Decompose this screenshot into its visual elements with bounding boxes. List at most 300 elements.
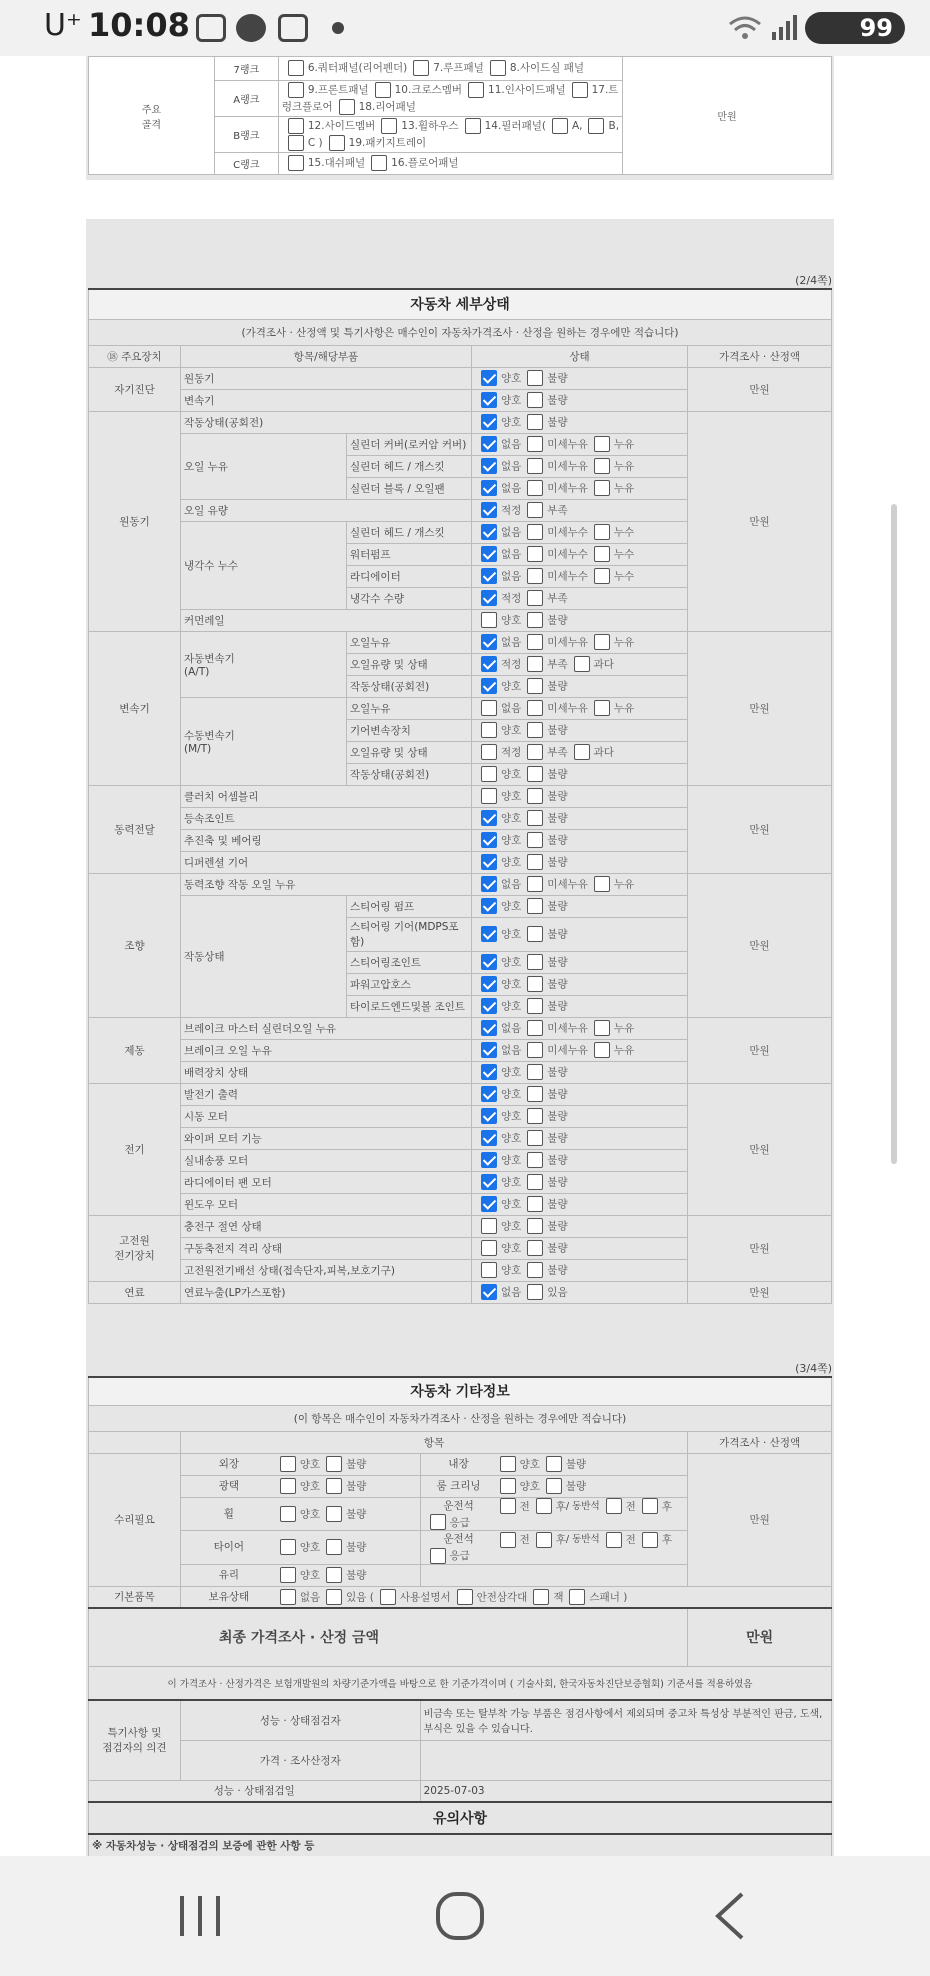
- item-label: 오일 누유: [181, 433, 347, 499]
- status-checkbox[interactable]: [481, 700, 497, 716]
- status-checkbox[interactable]: [594, 1020, 610, 1036]
- status-checkbox[interactable]: [527, 876, 543, 892]
- status-checkbox[interactable]: [481, 854, 497, 870]
- status-checkbox[interactable]: [527, 998, 543, 1014]
- item-label: 타이어: [213, 1541, 245, 1554]
- checkbox-label: 불량: [547, 790, 568, 803]
- checkbox-label: 부족: [547, 658, 568, 671]
- item-label: 내장: [448, 1458, 469, 1470]
- status-checkbox[interactable]: [527, 854, 543, 870]
- status-checkbox[interactable]: [527, 568, 543, 584]
- status-checkbox[interactable]: [481, 766, 497, 782]
- status-cell: [472, 1193, 688, 1215]
- checkbox-label: 불량: [565, 1480, 587, 1493]
- status-checkbox[interactable]: [481, 414, 497, 430]
- status-checkbox[interactable]: [527, 1152, 543, 1168]
- table-row: 타이어 양호 불량 운전석 전 후/ 동반석 전 후응급: [89, 1531, 832, 1565]
- status-cell: [472, 995, 688, 1017]
- table-row: [89, 1740, 832, 1780]
- grade-label: 7랭크: [214, 57, 278, 81]
- cast-icon: [278, 14, 308, 42]
- frame-checkbox[interactable]: [288, 155, 304, 171]
- status-checkbox[interactable]: [527, 744, 543, 760]
- status-cell: [472, 1061, 688, 1083]
- item-label: 보유상태: [208, 1590, 250, 1603]
- talk-icon: [236, 14, 266, 42]
- checkbox-label: 양호: [501, 768, 522, 781]
- status-checkbox[interactable]: [527, 392, 543, 408]
- status-cell: [472, 631, 688, 653]
- frame-checkbox[interactable]: [413, 60, 429, 76]
- status-checkbox[interactable]: [594, 1042, 610, 1058]
- checkbox-label: 없음: [501, 570, 522, 583]
- sub-item-label: 실린더 블록 / 오일팬: [347, 477, 472, 499]
- status-checkbox[interactable]: [481, 1240, 497, 1256]
- status-cell: [472, 851, 688, 873]
- wifi-icon: [728, 14, 762, 42]
- status-checkbox[interactable]: [500, 1478, 516, 1494]
- checkbox-label: 불량: [547, 372, 568, 385]
- status-checkbox[interactable]: [481, 1174, 497, 1190]
- checkbox-label: 양호: [501, 790, 522, 803]
- checkbox-label: 누유: [613, 878, 635, 891]
- status-checkbox[interactable]: [527, 546, 543, 562]
- checkbox-label: 없음: [501, 460, 522, 473]
- status-checkbox[interactable]: [481, 546, 497, 562]
- grade-items: [278, 117, 622, 153]
- status-cell: [472, 973, 688, 995]
- tail-checkbox[interactable]: [642, 1498, 658, 1514]
- checkbox-label: 있음: [547, 1286, 568, 1299]
- checkbox-label: 양호: [501, 1066, 522, 1079]
- frame-checkbox[interactable]: [468, 82, 484, 98]
- status-checkbox[interactable]: [527, 458, 543, 474]
- table-row: [89, 873, 832, 895]
- status-cell: [472, 587, 688, 609]
- checkbox-label: 불량: [547, 416, 568, 429]
- status-checkbox[interactable]: [527, 480, 543, 496]
- status-checkbox[interactable]: [481, 1130, 497, 1146]
- table-row: [89, 411, 832, 433]
- status-checkbox[interactable]: [594, 568, 610, 584]
- checkbox-label: 누유: [613, 482, 635, 495]
- status-checkbox[interactable]: [546, 1456, 562, 1472]
- status-checkbox[interactable]: [481, 744, 497, 760]
- checkbox-label: 양호: [501, 1132, 522, 1145]
- frame-checkbox[interactable]: [552, 118, 568, 134]
- checkbox-label: 불량: [547, 724, 568, 737]
- price-cell: 만원: [688, 1215, 832, 1281]
- checkbox-label: 6.쿼터패널(리어펜더): [307, 62, 408, 74]
- page-subtitle: (이 항목은 매수인이 자동차가격조사 · 산정을 원하는 경우에만 적습니다): [89, 1405, 832, 1431]
- checkbox-label: 전: [625, 1534, 636, 1546]
- checkbox-label: 불량: [547, 928, 568, 941]
- status-checkbox[interactable]: [481, 612, 497, 628]
- frame-checkbox[interactable]: [371, 155, 387, 171]
- checkbox-label: 누수: [613, 548, 635, 561]
- status-checkbox[interactable]: [280, 1539, 296, 1555]
- status-checkbox[interactable]: [481, 1042, 497, 1058]
- checkbox-label: 후: [661, 1500, 672, 1513]
- tail-checkbox[interactable]: [606, 1532, 622, 1548]
- status-checkbox[interactable]: [527, 1240, 543, 1256]
- status-checkbox[interactable]: [481, 722, 497, 738]
- table-row: [89, 1215, 832, 1237]
- table-row: [89, 631, 832, 653]
- checkbox-label: 전: [519, 1500, 530, 1513]
- checkbox-label: 불량: [346, 1458, 367, 1471]
- checkbox-label: 있음 (: [346, 1591, 374, 1604]
- status-cell: [472, 367, 688, 389]
- status-checkbox[interactable]: [527, 590, 543, 606]
- document-viewer[interactable]: [0, 56, 930, 1856]
- status-checkbox[interactable]: [280, 1567, 296, 1583]
- tail-checkbox[interactable]: [430, 1548, 446, 1564]
- basic-checkbox[interactable]: [457, 1589, 473, 1605]
- status-cell: [472, 675, 688, 697]
- final-price-label: 최종 가격조사 · 산정 금액: [89, 1608, 688, 1666]
- status-checkbox[interactable]: [527, 1042, 543, 1058]
- checkbox-label: 후: [555, 1500, 566, 1513]
- status-checkbox[interactable]: [527, 976, 543, 992]
- status-checkbox[interactable]: [481, 1064, 497, 1080]
- price-cell: 만원: [688, 1453, 832, 1586]
- checkbox-label: 누수: [613, 526, 635, 539]
- status-checkbox[interactable]: [481, 392, 497, 408]
- status-checkbox[interactable]: [481, 1086, 497, 1102]
- status-checkbox[interactable]: [481, 926, 497, 942]
- item-label: 동력조향 작동 오일 누유: [181, 873, 472, 895]
- status-checkbox[interactable]: [481, 1262, 497, 1278]
- status-checkbox[interactable]: [527, 502, 543, 518]
- status-cell: [472, 1127, 688, 1149]
- frame-checkbox[interactable]: [572, 82, 588, 98]
- status-checkbox[interactable]: [481, 1108, 497, 1124]
- status-checkbox[interactable]: [527, 1196, 543, 1212]
- checkbox-label: 불량: [547, 394, 568, 407]
- page-title: 자동차 세부상태: [89, 289, 832, 319]
- status-checkbox[interactable]: [527, 656, 543, 672]
- basic-checkbox[interactable]: [280, 1589, 296, 1605]
- checkbox-label: 미세누유: [547, 438, 588, 451]
- item-label: 배력장치 상태: [181, 1061, 472, 1083]
- item-label: 구동축전지 격리 상태: [181, 1237, 472, 1259]
- checkbox-label: 18.리어패널: [358, 100, 416, 113]
- status-checkbox[interactable]: [594, 436, 610, 452]
- item-label: 오일 유량: [181, 499, 472, 521]
- item-label: 와이퍼 모터 기능: [181, 1127, 472, 1149]
- tail-checkbox[interactable]: [606, 1498, 622, 1514]
- status-checkbox[interactable]: [594, 876, 610, 892]
- status-checkbox[interactable]: [481, 1218, 497, 1234]
- section-label: 제동: [89, 1017, 181, 1083]
- item-label: 연료누출(LP가스포함): [181, 1281, 472, 1303]
- checkbox-label: 누유: [613, 636, 635, 649]
- status-checkbox[interactable]: [527, 612, 543, 628]
- sub-item-label: 오일유량 및 상태: [347, 653, 472, 675]
- checkbox-label: 적정: [501, 746, 522, 759]
- checkbox-label: 없음: [501, 1022, 522, 1035]
- checkbox-label: 누유: [613, 702, 635, 715]
- status-checkbox[interactable]: [527, 788, 543, 804]
- checkbox-label: 양호: [501, 956, 522, 969]
- checkbox-label: 불량: [547, 956, 568, 969]
- item-label: 윈도우 모터: [181, 1193, 472, 1215]
- checkbox-label: 없음: [501, 438, 522, 451]
- status-checkbox[interactable]: [527, 810, 543, 826]
- col-header: 항목: [180, 1431, 687, 1453]
- tail-checkbox[interactable]: [536, 1532, 552, 1548]
- basic-checkbox[interactable]: [380, 1589, 396, 1605]
- status-checkbox[interactable]: [527, 678, 543, 694]
- status-checkbox[interactable]: [527, 722, 543, 738]
- status-checkbox[interactable]: [326, 1456, 342, 1472]
- frame-checkbox[interactable]: [339, 99, 355, 115]
- col-header: 가격조사 · 산정액: [688, 1431, 832, 1453]
- basic-checkbox[interactable]: [533, 1589, 549, 1605]
- remark-label: 가격 · 조사산정자: [180, 1740, 420, 1780]
- tail-checkbox[interactable]: [500, 1498, 516, 1514]
- recent-apps-button[interactable]: [170, 1856, 230, 1976]
- status-checkbox[interactable]: [500, 1456, 516, 1472]
- status-checkbox[interactable]: [527, 1262, 543, 1278]
- status-checkbox[interactable]: [594, 700, 610, 716]
- status-checkbox[interactable]: [481, 832, 497, 848]
- basic-checkbox[interactable]: [569, 1589, 585, 1605]
- status-checkbox[interactable]: [280, 1456, 296, 1472]
- item-label: 원동기: [181, 367, 472, 389]
- status-checkbox[interactable]: [527, 1130, 543, 1146]
- status-cell: [472, 1105, 688, 1127]
- frame-checkbox[interactable]: [288, 118, 304, 134]
- sub-item-label: 타이로드엔드및볼 조인트: [347, 995, 472, 1017]
- tail-checkbox[interactable]: [642, 1532, 658, 1548]
- status-checkbox[interactable]: [527, 1174, 543, 1190]
- status-checkbox[interactable]: [481, 1284, 497, 1300]
- checkbox-label: 불량: [547, 900, 568, 913]
- remark-text: 비금속 또는 탈부착 가능 부품은 점검사항에서 제외되며 중고차 특성상 부분적인 판금, 도색, 부식은 있을 수 있습니다.: [420, 1700, 831, 1740]
- status-checkbox[interactable]: [481, 998, 497, 1014]
- status-checkbox[interactable]: [527, 1020, 543, 1036]
- status-checkbox[interactable]: [326, 1567, 342, 1583]
- frame-checkbox[interactable]: [288, 82, 304, 98]
- status-cell: [472, 1149, 688, 1171]
- checkbox-label: 누유: [613, 1044, 635, 1057]
- checkbox-label: 없음: [501, 1044, 522, 1057]
- status-cell: [472, 389, 688, 411]
- checkbox-label: 불량: [547, 1242, 568, 1255]
- status-cell: [472, 917, 688, 951]
- status-checkbox[interactable]: [481, 1196, 497, 1212]
- frame-checkbox[interactable]: [490, 60, 506, 76]
- checkbox-label: 양호: [501, 928, 522, 941]
- status-checkbox[interactable]: [594, 546, 610, 562]
- item-label: 충전구 절연 상태: [181, 1215, 472, 1237]
- status-checkbox[interactable]: [481, 876, 497, 892]
- checkbox-label: 양호: [501, 724, 522, 737]
- status-checkbox[interactable]: [527, 370, 543, 386]
- status-checkbox[interactable]: [481, 656, 497, 672]
- status-checkbox[interactable]: [326, 1478, 342, 1494]
- status-checkbox[interactable]: [481, 480, 497, 496]
- tail-checkbox[interactable]: [430, 1514, 446, 1530]
- status-checkbox[interactable]: [594, 634, 610, 650]
- remark-text: [420, 1740, 831, 1780]
- status-checkbox[interactable]: [481, 370, 497, 386]
- item-label: 룸 크리닝: [436, 1480, 481, 1492]
- status-checkbox[interactable]: [481, 1152, 497, 1168]
- status-checkbox[interactable]: [481, 898, 497, 914]
- status-checkbox[interactable]: [594, 524, 610, 540]
- table-row: [89, 1083, 832, 1105]
- status-checkbox[interactable]: [280, 1506, 296, 1522]
- tail-checkbox[interactable]: [500, 1532, 516, 1548]
- frame-checkbox[interactable]: [329, 135, 345, 151]
- table-row: [89, 57, 832, 81]
- basic-checkbox[interactable]: [326, 1589, 342, 1605]
- section-label: 원동기: [89, 411, 181, 631]
- checkbox-label: 불량: [547, 1110, 568, 1123]
- checkbox-label: 11.인사이드패널: [488, 83, 566, 96]
- checkbox-label: 불량: [547, 1198, 568, 1211]
- status-checkbox[interactable]: [481, 634, 497, 650]
- status-checkbox[interactable]: [546, 1478, 562, 1494]
- status-checkbox[interactable]: [527, 524, 543, 540]
- status-checkbox[interactable]: [527, 898, 543, 914]
- checkbox-label: 과다: [593, 658, 614, 671]
- item-label: 추진축 및 베어링: [181, 829, 472, 851]
- status-checkbox[interactable]: [527, 634, 543, 650]
- carrier-label: U⁺: [44, 8, 82, 43]
- status-checkbox[interactable]: [527, 766, 543, 782]
- price-unit: 만원: [717, 112, 737, 123]
- checkbox-label: 양호: [519, 1458, 540, 1471]
- status-checkbox[interactable]: [481, 568, 497, 584]
- status-checkbox[interactable]: [481, 976, 497, 992]
- status-checkbox[interactable]: [481, 502, 497, 518]
- caution-heading: ※ 자동차성능 · 상태점검의 보증에 관한 사항 등: [89, 1834, 832, 1856]
- checkbox-label: 양호: [501, 416, 522, 429]
- status-checkbox[interactable]: [594, 480, 610, 496]
- checkbox-label: 15.대쉬패널: [307, 157, 366, 169]
- status-checkbox[interactable]: [527, 832, 543, 848]
- status-checkbox[interactable]: [527, 926, 543, 942]
- status-checkbox[interactable]: [574, 744, 590, 760]
- basic-label: 기본품목: [89, 1586, 181, 1608]
- scrollbar[interactable]: [891, 504, 897, 1164]
- checkbox-label: 불량: [547, 1088, 568, 1101]
- status-checkbox[interactable]: [527, 414, 543, 430]
- checkbox-label: B,: [608, 119, 620, 132]
- status-checkbox[interactable]: [527, 1108, 543, 1124]
- checkbox-label: 14.필러패널(: [484, 119, 546, 132]
- status-checkbox[interactable]: [280, 1478, 296, 1494]
- sub-item-label: 실린더 헤드 / 개스킷: [347, 521, 472, 543]
- back-button[interactable]: [700, 1856, 760, 1976]
- table-row: [89, 1453, 832, 1475]
- status-checkbox[interactable]: [481, 590, 497, 606]
- frame-checkbox[interactable]: [588, 118, 604, 134]
- frame-checkbox[interactable]: [375, 82, 391, 98]
- checkbox-label: 양호: [501, 1000, 522, 1013]
- status-checkbox[interactable]: [481, 678, 497, 694]
- checkbox-label: 없음: [501, 702, 522, 715]
- status-cell: [472, 1237, 688, 1259]
- sub-item-label: 실린더 헤드 / 개스킷: [347, 455, 472, 477]
- status-checkbox[interactable]: [527, 954, 543, 970]
- section-label: 자기진단: [89, 367, 181, 411]
- checkbox-label: 양호: [519, 1480, 540, 1493]
- status-checkbox[interactable]: [527, 1064, 543, 1080]
- status-cell: [472, 499, 688, 521]
- checkbox-label: 후: [661, 1534, 672, 1546]
- status-checkbox[interactable]: [481, 524, 497, 540]
- status-cell: [472, 1215, 688, 1237]
- sub-item-label: 냉각수 수량: [347, 587, 472, 609]
- status-checkbox[interactable]: [527, 436, 543, 452]
- checkbox-label: 불량: [547, 1220, 568, 1233]
- status-checkbox[interactable]: [326, 1539, 342, 1555]
- status-checkbox[interactable]: [481, 436, 497, 452]
- status-checkbox[interactable]: [527, 1218, 543, 1234]
- status-cell: [472, 951, 688, 973]
- status-checkbox[interactable]: [594, 458, 610, 474]
- price-note: 이 가격조사 · 산정가격은 보험개발원의 차량기준가액을 바탕으로 한 기준가격이며 ( 기술사회, 한국자동차진단보증협회) 기준서를 적용하였음: [89, 1666, 832, 1700]
- checkbox-label: 양호: [501, 1110, 522, 1123]
- sub-item-label: 파워고압호스: [347, 973, 472, 995]
- sub-item-label: 오일유량 및 상태: [347, 741, 472, 763]
- status-checkbox[interactable]: [481, 788, 497, 804]
- status-checkbox[interactable]: [527, 1086, 543, 1102]
- status-checkbox[interactable]: [481, 1020, 497, 1036]
- checkbox-label: 부족: [547, 504, 568, 517]
- status-cell: [472, 411, 688, 433]
- status-cell: [472, 807, 688, 829]
- status-checkbox[interactable]: [481, 954, 497, 970]
- status-checkbox[interactable]: [481, 458, 497, 474]
- status-checkbox[interactable]: [527, 700, 543, 716]
- status-checkbox[interactable]: [326, 1506, 342, 1522]
- frame-checkbox[interactable]: [465, 118, 481, 134]
- frame-section: [88, 56, 832, 175]
- status-cell: [472, 785, 688, 807]
- home-button[interactable]: [430, 1856, 490, 1976]
- frame-checkbox[interactable]: [288, 135, 304, 151]
- price-cell: 만원: [688, 631, 832, 785]
- status-checkbox[interactable]: [481, 810, 497, 826]
- price-cell: 만원: [688, 873, 832, 1017]
- status-cell: [472, 521, 688, 543]
- grade-label: A랭크: [214, 81, 278, 117]
- frame-checkbox[interactable]: [288, 60, 304, 76]
- screenshot-icon: [196, 14, 226, 42]
- status-checkbox[interactable]: [527, 1284, 543, 1300]
- table-row: [89, 367, 832, 389]
- frame-checkbox[interactable]: [381, 118, 397, 134]
- checkbox-label: 누유: [613, 1022, 635, 1035]
- checkbox-label: 없음: [501, 1286, 522, 1299]
- tail-checkbox[interactable]: [536, 1498, 552, 1514]
- status-cell: [472, 433, 688, 455]
- checkbox-label: 양호: [501, 856, 522, 869]
- checkbox-label: 불량: [346, 1541, 367, 1554]
- status-cell: [472, 609, 688, 631]
- table-row: [89, 1586, 832, 1608]
- status-checkbox[interactable]: [574, 656, 590, 672]
- checkbox-label: 전: [625, 1500, 636, 1513]
- checkbox-label: 양호: [299, 1508, 321, 1521]
- item-label: 작동상태: [181, 895, 347, 1017]
